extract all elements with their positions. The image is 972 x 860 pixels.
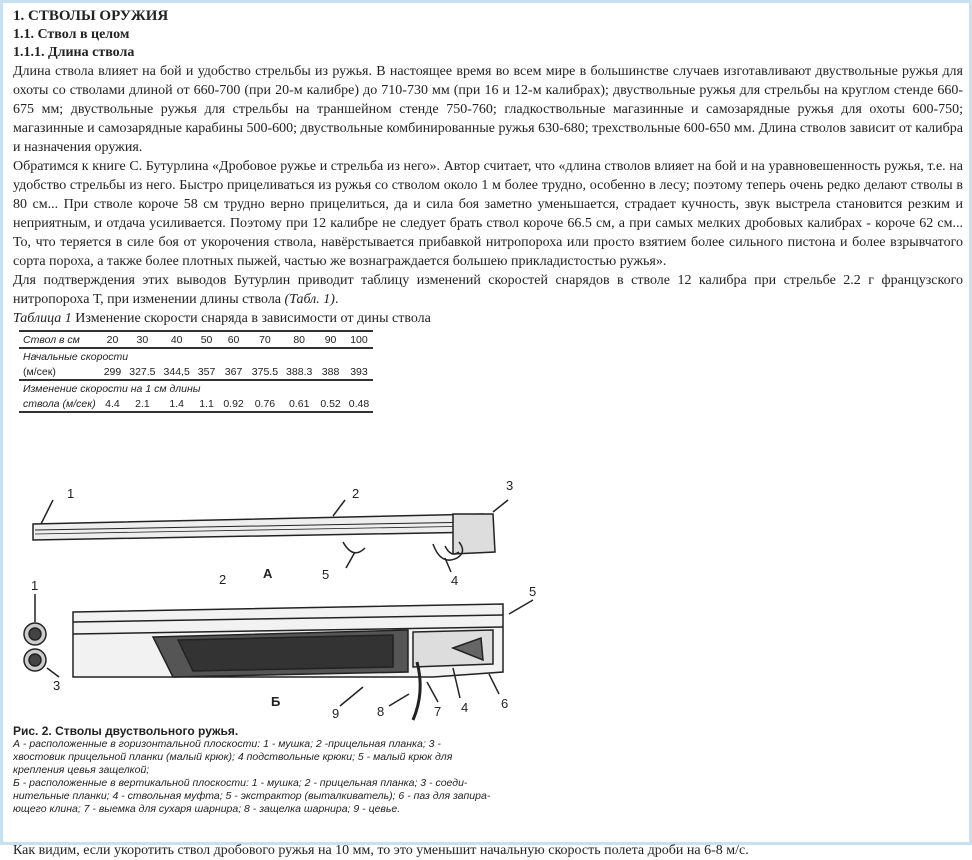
table-row [19, 348, 373, 364]
table-row [19, 364, 373, 380]
table-cell: 90 [316, 331, 344, 348]
table-cell: 50 [194, 331, 220, 348]
table-cell: 4.4 [100, 396, 126, 412]
barrel-illustration [13, 472, 573, 722]
table-cell: 40 [160, 331, 194, 348]
table-cell: 388.3 [282, 364, 316, 380]
figure-caption-line: нительные планки; 4 - ствольная муфта; 5 - экстрактор (выталкиватель); 6 - паз для запира- [13, 790, 491, 802]
article-content [13, 7, 963, 858]
figure-caption-title: Рис. 2. Стволы двуствольного ружья. [13, 724, 239, 738]
paragraph-1: Длина ствола влияет на бой и удобство стрельбы из ружья. В настоящее время во всем мире в большинстве случаев изготавливают двуствольные ружья для охоты со стволами длиной от 660-700 (при 20-м калибре) до 710-730 мм (при 16 и 12-м калибрах); двуствольные ружья для стрельбы на круглом стенде 660-675 мм; двуствольные ружья для стрельбы на траншейном стенде 750-760; гладкоствольные магазинные и самозарядные ружья для охоты 600-750; магазинные и самозарядные карабины 500-600; двуствольные комбинированные ружья 630-680; трехствольные 600-650 мм. Длина стволов зависит от калибра и назначения оружия. [13, 64, 963, 155]
figure-view-label-b: Б [271, 694, 281, 709]
figure-caption-line: А - расположенные в горизонтальной плоскости: 1 - мушка; 2 -прицельная планка; 3 - [13, 738, 441, 750]
heading-level-1: 1. СТВОЛЫ ОРУЖИЯ [13, 8, 169, 24]
table-cell: 0.61 [282, 396, 316, 412]
table-cell: 0.92 [219, 396, 247, 412]
table-cell: 344,5 [160, 364, 194, 380]
figure-label: 5 [529, 584, 537, 599]
table-cell: 2.1 [125, 396, 159, 412]
table-cell: 100 [345, 331, 373, 348]
barrel-view-a [33, 500, 508, 572]
figure-label: 2 [352, 486, 360, 501]
table-cell: 375.5 [248, 364, 282, 380]
table-cell: 388 [316, 364, 344, 380]
figure-caption [13, 725, 553, 816]
paragraph-2: Обратимся к книге С. Бутурлина «Дробовое ружье и стрельба из него». Автор считает, что «длина стволов влияет на бой и на уравновешенность ружья, т.е. на удобство стрельбы из него. Быстро прицеливаться из ружья со стволом около 1 м более трудно, особенно в лесу; поэтому теперь очень редко делают стволы в 80 см... При стволе короче 58 см трудно верно прицелиться, да и сила боя заметно уменьшается, страдает кучность, звук выстрела становится резким и неприятным, и отдача усиливается. Поэтому при 12 калибре не следует брать ствол короче 66.5 см, а при самых мелких дробовых калибрах - короче 62 см... То, что теряется в силе боя от укорочения ствола, навёрстывается прибавкой нитропороха или просто взятием более сильного пистона и более взрывчатого сорта пороха, а также более плотных пыжей, частью же вознаграждается большею прикладистостью ружья». [13, 159, 963, 269]
table-caption [13, 309, 963, 328]
table-cell: 0.76 [248, 396, 282, 412]
table-cell: 299 [100, 364, 126, 380]
table-reference: (Табл. 1) [284, 292, 335, 307]
table-cell: 0.52 [316, 396, 344, 412]
table-row [19, 331, 373, 348]
figure-label: 6 [501, 696, 509, 711]
figure-label: 8 [377, 704, 385, 719]
table-cell: 70 [248, 331, 282, 348]
figure-label: 2 [219, 572, 227, 587]
table-cell: 0.48 [345, 396, 373, 412]
table-row-label: Изменение скорости на 1 см длины [23, 382, 201, 395]
table-cell: 327.5 [125, 364, 159, 380]
table-row-label: Ствол в см [19, 331, 100, 348]
figure-view-label-a: А [263, 566, 273, 581]
table-cell: 367 [219, 364, 247, 380]
velocity-table [19, 330, 373, 413]
table-caption-label: Таблица 1 [13, 311, 72, 326]
figure-label: 5 [322, 567, 330, 582]
heading-level-3: 1.1.1. Длина ствола [13, 45, 135, 60]
paragraph-3 [13, 271, 963, 309]
table-cell: 20 [100, 331, 126, 348]
table-cell: 30 [125, 331, 159, 348]
paragraph-3-end: . [334, 292, 339, 307]
figure-caption-line: ющего клина; 7 - выемка для сухаря шарнира; 8 - защелка шарнира; 9 - цевье. [13, 803, 401, 815]
figure-label: 7 [434, 704, 442, 719]
table-cell: 1.1 [194, 396, 220, 412]
conclusion-paragraph: Как видим, если укоротить ствол дробового ружья на 10 мм, то это уменьшит начальную скорость полета дроби на 6-8 м/с. [13, 843, 749, 858]
figure-caption-line: крепления цевья защелкой; [13, 764, 150, 776]
figure-label: 3 [53, 678, 61, 693]
table-cell: 1.4 [160, 396, 194, 412]
table-row [19, 396, 373, 412]
table-row [19, 380, 373, 396]
table-row-label: Начальные скорости [19, 348, 373, 364]
figure-caption-line: хвостовик прицельной планки (малый крюк); 4 подствольные крюки; 5 - малый крюк для [13, 751, 453, 763]
figure-label: 9 [332, 706, 340, 721]
table-cell: 80 [282, 331, 316, 348]
figure-label: 3 [506, 478, 514, 493]
table-cell: 357 [194, 364, 220, 380]
table-caption-text: Изменение скорости снаряда в зависимости от дины ствола [71, 311, 431, 326]
paragraph-3-text: Для подтверждения этих выводов Бутурлин приводит таблицу изменений скоростей снарядов в стволе 12 калибра при стрельбе 2.2 г французского нитропороха Т, при изменении длины ствола [13, 273, 963, 307]
table-row-label: ствола (м/сек) [19, 396, 100, 412]
table-cell: 60 [219, 331, 247, 348]
figure-label: 1 [31, 578, 39, 593]
heading-level-2: 1.1. Ствол в целом [13, 27, 130, 42]
figure-label: 1 [67, 486, 75, 501]
table-cell: 393 [345, 364, 373, 380]
figure-caption-line: Б - расположенные в вертикальной плоскости: 1 - мушка; 2 - прицельная планка; 3 - соеди- [13, 777, 468, 789]
figure-label: 4 [461, 700, 469, 715]
figure-label: 4 [451, 573, 459, 588]
table-row-label: (м/сек) [19, 364, 100, 380]
